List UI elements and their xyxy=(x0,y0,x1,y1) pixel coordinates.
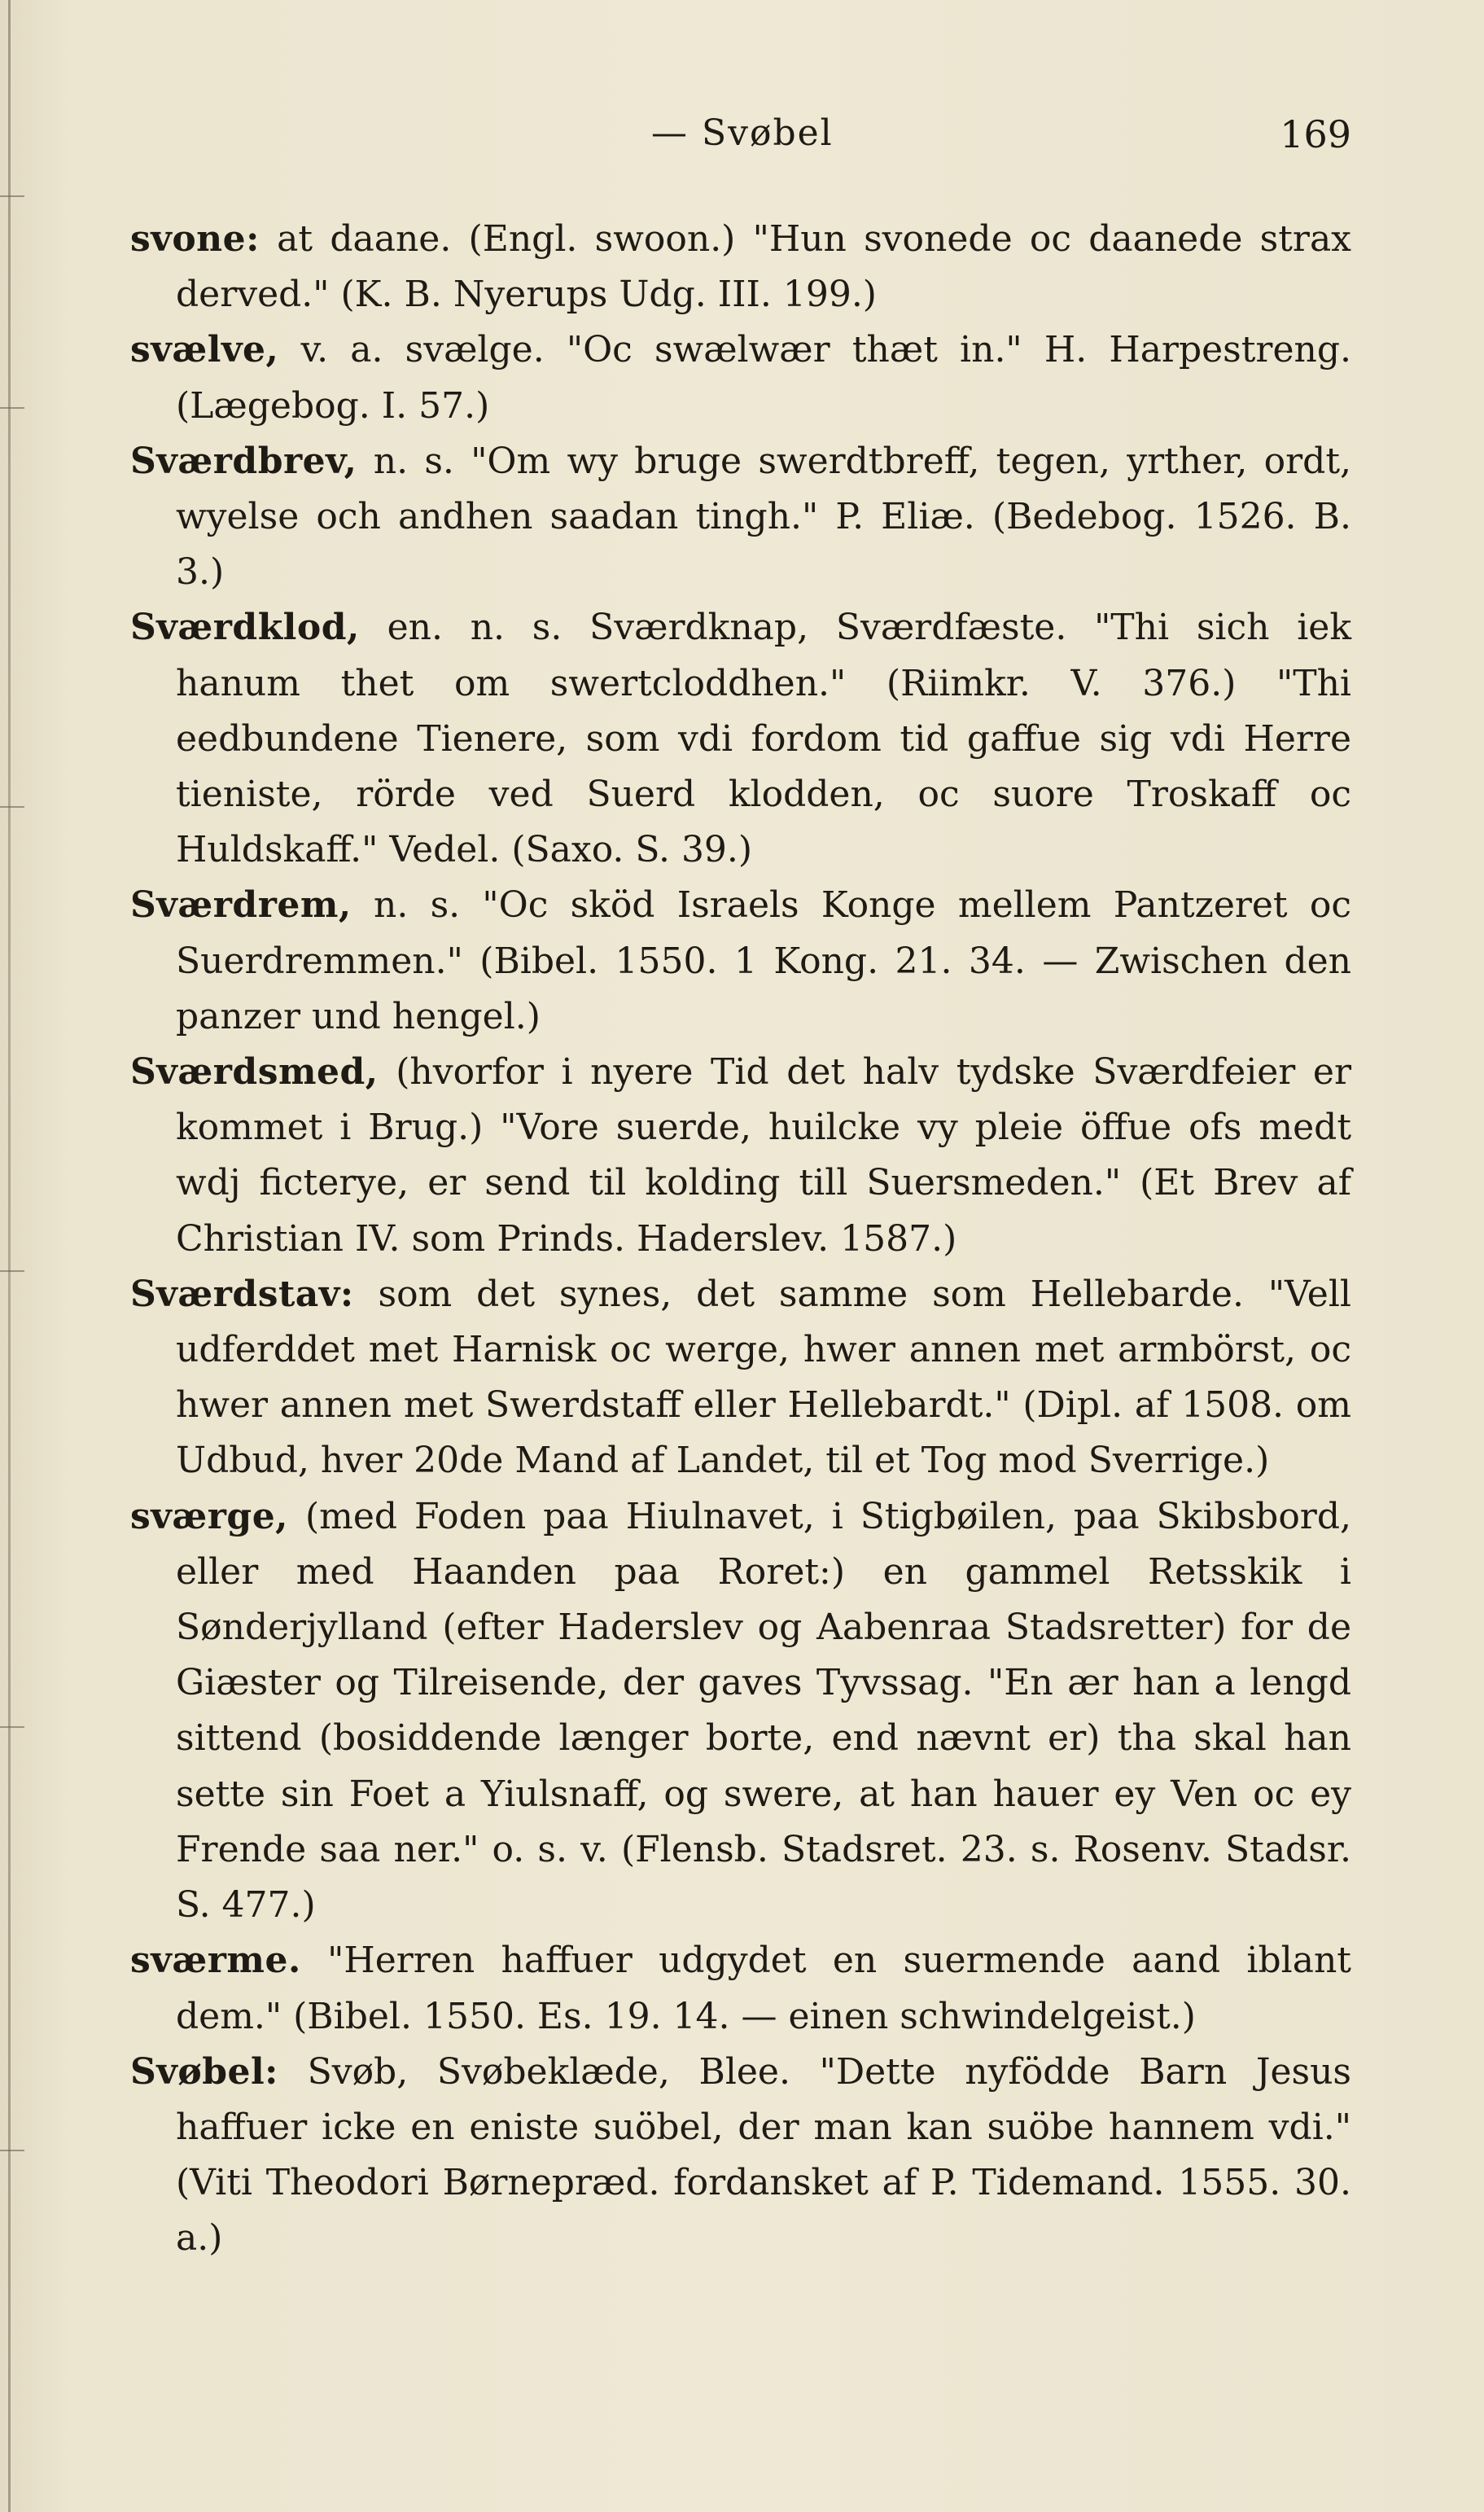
edge-tick xyxy=(0,1270,24,1272)
entry-text: en. n. s. Sværdknap, Sværdfæste. "Thi sich iek hanum thet om swertcloddhen." (Riimkr. V. 376.) "Thi eedbundene Tienere, som vdi fordom tid gaffue sig vdi Herre tieniste, rörde ved Suerd klodden, oc suore Troskaff oc Huldskaff." Vedel. (Saxo. S. 39.) xyxy=(176,607,1351,871)
entry-headword: svælve, xyxy=(130,329,279,371)
dictionary-entry xyxy=(130,1267,1351,1489)
binding-edge xyxy=(8,0,11,2512)
dictionary-entry xyxy=(130,1045,1351,1267)
dictionary-entry xyxy=(130,2045,1351,2267)
running-head: — Svøbel xyxy=(651,112,834,154)
dictionary-entry xyxy=(130,212,1351,322)
entry-text: n. s. "Oc sköd Israels Konge mellem Pantzeret oc Suerdremmen." (Bibel. 1550. 1 Kong. 21. 34. — Zwischen den panzer und hengel.) xyxy=(176,884,1351,1037)
entry-text: (hvorfor i nyere Tid det halv tydske Sværdfeier er kommet i Brug.) "Vore suerde, huilcke vy pleie öffue ofs medt wdj ficterye, er send til kolding till Suersmeden." (Et Brev af Christian IV. som Prinds. Haderslev. 1587.) xyxy=(176,1051,1351,1260)
entry-headword: Sværdsmed, xyxy=(130,1051,379,1094)
entry-headword: sværme. xyxy=(130,1940,301,1982)
entry-headword: Svøbel: xyxy=(130,2050,278,2093)
edge-tick xyxy=(0,806,24,808)
entry-headword: sværge, xyxy=(130,1495,289,1537)
page-number: 169 xyxy=(1280,112,1351,156)
entry-text: at daane. (Engl. swoon.) "Hun svonede oc daanede strax derved." (K. B. Nyerups Udg. III. 199.) xyxy=(176,218,1351,316)
entry-headword: svone: xyxy=(130,218,260,260)
entry-headword: Sværdrem, xyxy=(130,884,352,927)
edge-tick xyxy=(0,1726,24,1728)
entry-text: som det synes, det samme som Hellebarde. "Vell udferddet met Harnisk oc werge, hwer annen met armbörst, oc hwer annen met Swerdstaff eller Hellebardt." (Dipl. af 1508. om Udbud, hver 20de Mand af Landet, til et Tog mod Sverrige.) xyxy=(176,1273,1351,1482)
entry-text: n. s. "Om wy bruge swerdtbreff, tegen, yrther, ordt, wyelse och andhen saadan tingh." P. Eliæ. (Bedebog. 1526. B. 3.) xyxy=(176,440,1351,594)
entry-headword: Sværdklod, xyxy=(130,607,360,649)
entry-text: Svøb, Svøbeklæde, Blee. "Dette nyfödde Barn Jesus haffuer icke en eniste suöbel, der man kan suöbe hannem vdi." (Viti Theodori Børnepræd. fordansket af P. Tidemand. 1555. 30. a.) xyxy=(176,2050,1351,2260)
edge-tick xyxy=(0,407,24,409)
dictionary-entry xyxy=(130,322,1351,433)
entry-text: "Herren haffuer udgydet en suermende aand iblant dem." (Bibel. 1550. Es. 19. 14. — einen schwindelgeist.) xyxy=(176,1940,1351,2037)
dictionary-entry xyxy=(130,600,1351,878)
edge-tick xyxy=(0,195,24,197)
dictionary-entry xyxy=(130,1489,1351,1934)
entry-text: (med Foden paa Hiulnavet, i Stigbøilen, paa Skibsbord, eller med Haanden paa Roret:) en gammel Retsskik i Sønderjylland (efter Haderslev og Aabenraa Stadsretter) for de Giæster og Tilreisende, der gaves Tyvssag. "En ær han a lengd sittend (bosiddende længer borte, end nævnt er) tha skal han sette sin Foet a Yiulsnaff, og swere, at han hauer ey Ven oc ey Frende saa ner." o. s. v. (Flensb. Stadsret. 23. s. Rosenv. Stadsr. S. 477.) xyxy=(176,1495,1351,1927)
dictionary-entry xyxy=(130,434,1351,601)
page-header xyxy=(651,112,1351,169)
entry-headword: Sværdstav: xyxy=(130,1273,354,1315)
dictionary-entry xyxy=(130,878,1351,1045)
dictionary-entry xyxy=(130,1933,1351,2044)
edge-tick xyxy=(0,2150,24,2151)
entry-text: v. a. svælge. "Oc swælwær thæt in." H. Harpestreng. (Lægebog. I. 57.) xyxy=(176,329,1351,427)
dictionary-entries xyxy=(130,212,1351,2267)
entry-headword: Sværdbrev, xyxy=(130,440,357,482)
